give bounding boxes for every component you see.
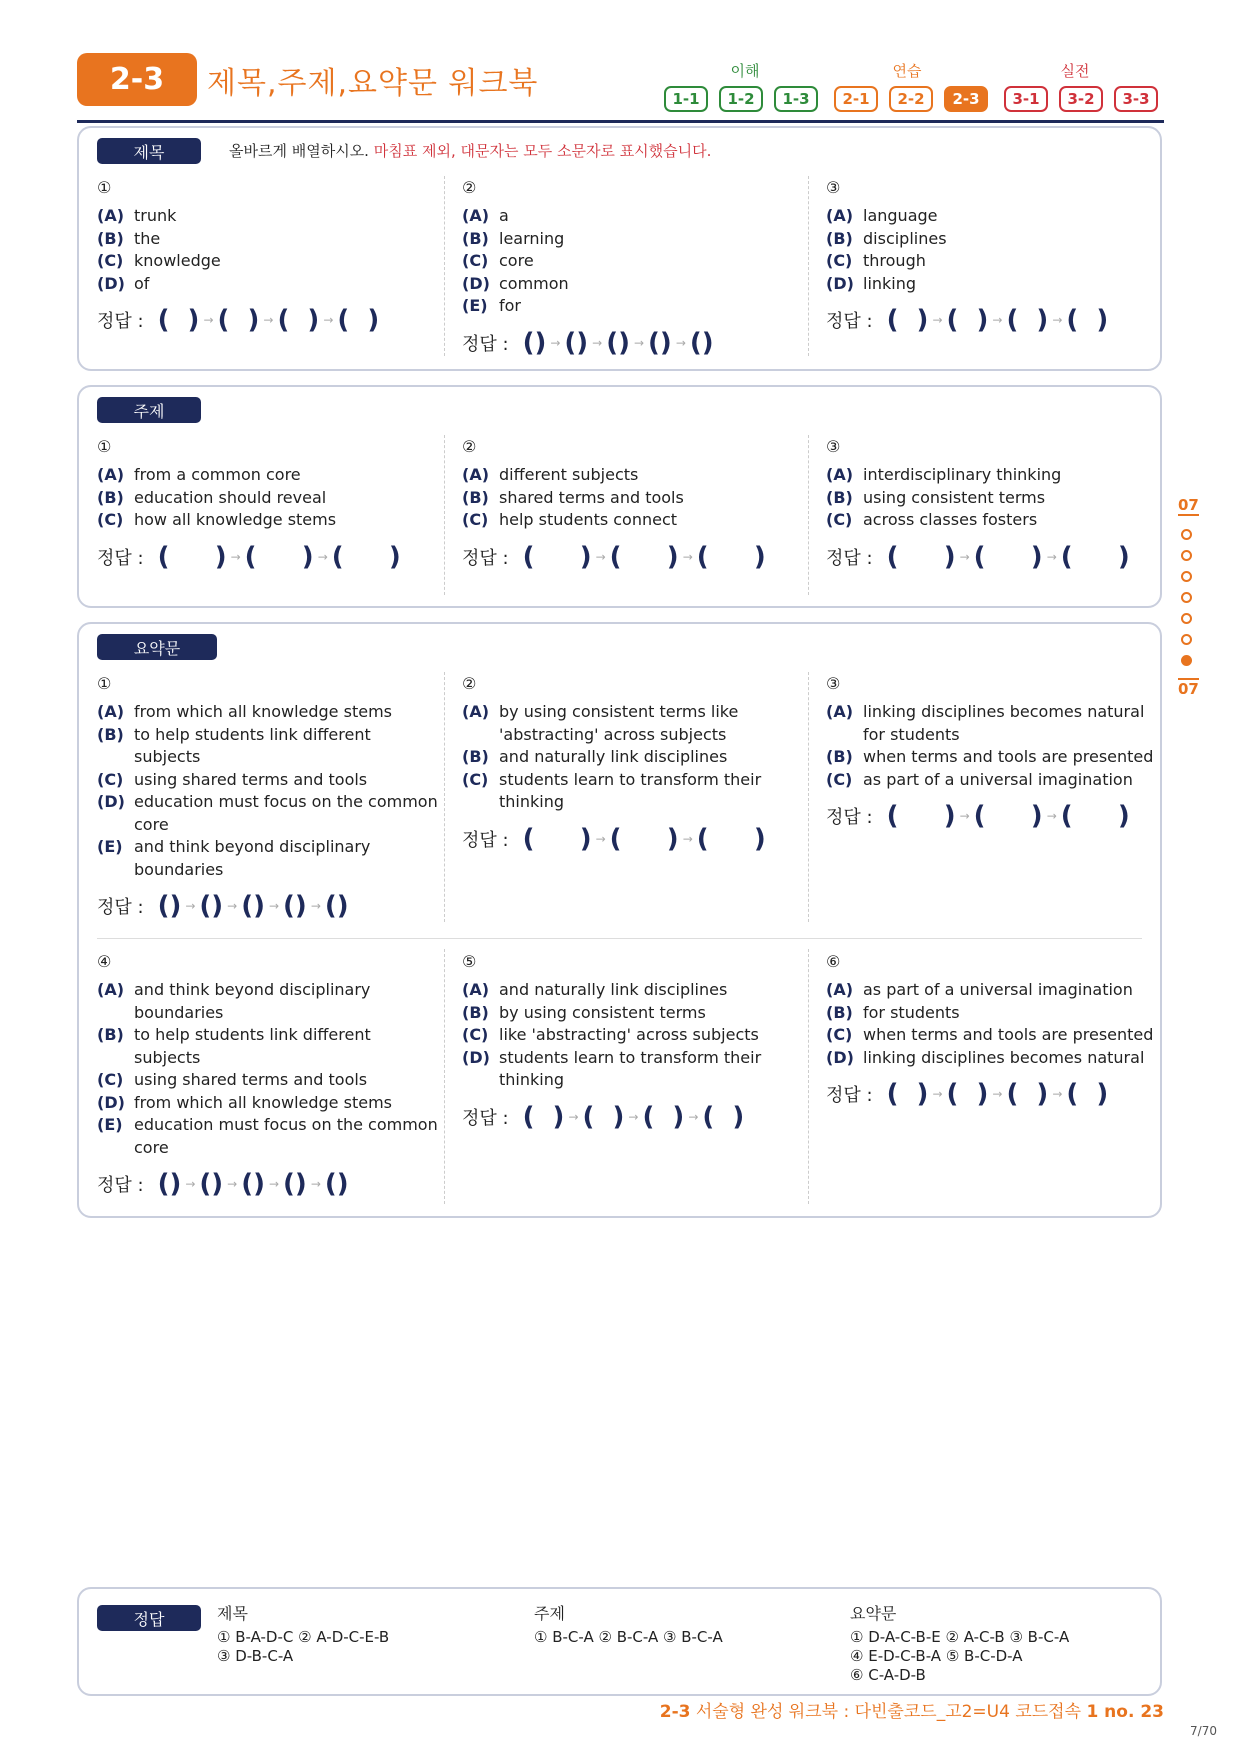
answer-blank[interactable]: ( )	[946, 305, 989, 335]
answer-blank[interactable]: ( )	[217, 305, 260, 335]
theme-question-1	[97, 437, 442, 572]
answer-key-line: ① B-C-A ② B-C-A ③ B-C-A	[534, 1628, 723, 1646]
option: (B) learning	[462, 228, 565, 248]
option: (A) different subjects	[462, 465, 639, 484]
answer-blank[interactable]: ()	[241, 1169, 265, 1199]
nav-button-3-1[interactable]: 3-1	[1004, 86, 1048, 112]
option: (C) using shared terms and tools	[97, 769, 368, 789]
answer-blank[interactable]: ( )	[609, 823, 679, 854]
answer-blank[interactable]: ( )	[886, 801, 956, 831]
footer-tail: 1 no. 23	[1086, 1702, 1164, 1722]
question-number: ③	[826, 674, 841, 693]
answer-blank[interactable]: ( )	[244, 541, 314, 572]
option: (B) the	[97, 228, 161, 248]
option: (C) as part of a universal imagination	[826, 769, 1133, 789]
answer-blank[interactable]: ()	[689, 327, 714, 358]
option: (E) education must focus on the common core	[97, 1115, 438, 1157]
answer-row[interactable]: 정답 : ( ) → ( ) → ( )	[97, 541, 401, 572]
answer-key-summary-head: 요약문	[850, 1604, 897, 1623]
answer-row[interactable]: 정답 : () → () → () → () → ()	[97, 1169, 349, 1199]
option: (C) when terms and tools are presented	[826, 1025, 1154, 1044]
answer-blank[interactable]: ( )	[1066, 305, 1109, 335]
row-divider	[97, 938, 1142, 939]
title-question-1	[97, 178, 442, 335]
option: (E) for	[462, 296, 521, 315]
answer-key-line: ① B-A-D-C ② A-D-C-E-B	[217, 1628, 390, 1646]
option: (A) and think beyond disciplinary boundaries	[97, 980, 371, 1022]
header-divider	[77, 120, 1164, 123]
summary-question-1	[97, 674, 442, 921]
footer	[660, 1697, 1164, 1722]
option: (B) and naturally link disciplines	[462, 747, 728, 766]
answer-row[interactable]: 정답 : () → () → () → () → ()	[462, 327, 714, 358]
nav-button-2-2[interactable]: 2-2	[889, 86, 933, 112]
option: (A) interdisciplinary thinking	[826, 465, 1062, 484]
nav-button-3-3[interactable]: 3-3	[1114, 86, 1158, 112]
column-divider	[808, 176, 809, 356]
instruction-note: 마침표 제외, 대문자는 모두 소문자로 표시했습니다.	[373, 142, 712, 160]
answer-blank[interactable]: ()	[522, 327, 547, 358]
option: (D) education must focus on the common core	[97, 792, 438, 834]
option: (C) help students connect	[462, 510, 678, 529]
answer-label: 정답 :	[97, 897, 144, 918]
question-number: ②	[462, 178, 477, 197]
answer-blank[interactable]: ()	[241, 891, 265, 921]
option: (A) linking disciplines becomes natural for students	[826, 702, 1145, 744]
answer-key-summary	[850, 1601, 1069, 1685]
summary-question-3	[826, 674, 1171, 831]
answer-blank[interactable]: ( )	[696, 823, 766, 854]
answer-blank[interactable]: ()	[157, 1169, 182, 1199]
answer-blank[interactable]: ( )	[522, 823, 592, 854]
answer-blank[interactable]: ( )	[609, 541, 679, 572]
option: (C) like 'abstracting' across subjects	[462, 1025, 759, 1044]
nav-group-label-practice: 연습	[892, 62, 922, 80]
column-divider	[808, 435, 809, 595]
option: (B) to help students link different subjects	[97, 1025, 371, 1067]
option: (B) to help students link different subjects	[97, 724, 371, 766]
option: (C) core	[462, 251, 534, 270]
section-tag-answer: 정답	[97, 1605, 201, 1631]
progress-dot	[1181, 634, 1192, 645]
section-tag-theme: 주제	[97, 397, 201, 423]
answer-blank[interactable]: ()	[199, 1169, 224, 1199]
option: (B) shared terms and tools	[462, 487, 684, 507]
progress-dot	[1181, 571, 1192, 582]
answer-blank[interactable]: ( )	[946, 1079, 989, 1109]
theme-question-3	[826, 437, 1171, 572]
answer-label: 정답 :	[826, 1085, 873, 1106]
answer-blank[interactable]: ( )	[1060, 801, 1130, 831]
answer-blank[interactable]: ( )	[886, 1079, 929, 1109]
column-divider	[444, 435, 445, 595]
option: (C) knowledge	[97, 251, 221, 270]
option: (A) from which all knowledge stems	[97, 702, 392, 721]
question-number: ①	[97, 674, 112, 693]
answer-blank[interactable]: ( )	[642, 1101, 685, 1132]
option: (A) as part of a universal imagination	[826, 980, 1133, 999]
nav-button-2-1[interactable]: 2-1	[834, 86, 878, 112]
answer-blank[interactable]: ()	[157, 891, 182, 921]
summary-question-4	[97, 952, 442, 1199]
answer-blank[interactable]: ( )	[522, 541, 592, 572]
question-number: ③	[826, 178, 841, 197]
footer-source: 다빈출코드_고2=U4 코드접속	[854, 1702, 1087, 1722]
option: (C) students learn to transform their thinking	[462, 769, 762, 811]
progress-dot	[1181, 592, 1192, 603]
nav-group-label-real: 실전	[1060, 62, 1090, 80]
answer-blank[interactable]: ( )	[582, 1101, 625, 1132]
answer-blank[interactable]: ( )	[157, 305, 200, 335]
option: (A) language	[826, 206, 938, 225]
answer-blank[interactable]: ( )	[522, 1101, 565, 1132]
answer-key-line: ⑥ C-A-D-B	[850, 1666, 926, 1684]
progress-dot	[1181, 550, 1192, 561]
progress-dot-current	[1181, 655, 1192, 666]
option: (B) when terms and tools are presented	[826, 747, 1154, 766]
instruction-text: 올바르게 배열하시오.	[229, 142, 369, 160]
answer-blank[interactable]: ( )	[702, 1101, 745, 1132]
answer-row[interactable]: 정답 : ( ) → ( ) → ( )	[462, 823, 766, 854]
answer-row[interactable]: 정답 : ( ) → ( ) → ( )	[826, 541, 1130, 572]
answer-label: 정답 :	[826, 547, 873, 569]
answer-blank[interactable]: ()	[199, 891, 224, 921]
answer-blank[interactable]: ()	[283, 1169, 307, 1199]
title-question-3	[826, 178, 1171, 335]
option: (D) linking disciplines becomes natural	[826, 1047, 1145, 1067]
answer-blank[interactable]: ()	[564, 327, 589, 358]
question-number: ③	[826, 437, 841, 456]
answer-blank[interactable]: ( )	[1006, 305, 1049, 335]
section-tag-title: 제목	[97, 138, 201, 164]
answer-label: 정답 :	[97, 547, 144, 569]
answer-blank[interactable]: ( )	[1066, 1079, 1109, 1109]
question-number: ④	[97, 952, 112, 971]
answer-blank[interactable]: ( )	[337, 305, 380, 335]
progress-dot	[1181, 529, 1192, 540]
answer-key-line: ④ E-D-C-B-A ⑤ B-C-D-A	[850, 1647, 1023, 1665]
summary-question-5	[462, 952, 807, 1132]
summary-question-6	[826, 952, 1171, 1109]
summary-section	[77, 622, 1162, 1218]
answer-row[interactable]: 정답 : () → () → () → () → ()	[97, 891, 349, 921]
answer-row[interactable]: 정답 : ( ) → ( ) → ( ) → ( )	[826, 305, 1109, 335]
answer-blank[interactable]: ( )	[157, 541, 227, 572]
footer-text: 서술형 완성 워크북 :	[690, 1702, 855, 1722]
answer-label: 정답 :	[826, 311, 873, 332]
answer-label: 정답 :	[462, 333, 509, 355]
option: (A) a	[462, 206, 509, 225]
answer-blank[interactable]: ()	[283, 891, 307, 921]
theme-question-2	[462, 437, 807, 572]
answer-row[interactable]: 정답 : ( ) → ( ) → ( ) → ( )	[97, 305, 380, 335]
answer-blank[interactable]: ( )	[886, 305, 929, 335]
option: (B) using consistent terms	[826, 487, 1046, 507]
question-number: ②	[462, 674, 477, 693]
nav-button-1-3[interactable]: 1-3	[774, 86, 818, 112]
option: (E) and think beyond disciplinary boundaries	[97, 837, 371, 879]
answer-blank[interactable]: ()	[648, 327, 672, 358]
answer-row[interactable]: 정답 : ( ) → ( ) → ( ) → ( )	[826, 1079, 1109, 1109]
page-number: 7/70	[1190, 1724, 1217, 1738]
question-number: ①	[97, 437, 112, 456]
nav-button-1-1[interactable]: 1-1	[664, 86, 708, 112]
answer-key-section	[77, 1587, 1162, 1696]
progress-top-number: 07	[1178, 496, 1199, 514]
answer-blank[interactable]: ( )	[973, 541, 1043, 572]
option: (B) by using consistent terms	[462, 1002, 706, 1022]
answer-blank[interactable]: ( )	[696, 541, 766, 572]
nav-button-1-2[interactable]: 1-2	[719, 86, 763, 112]
answer-label: 정답 :	[462, 547, 509, 569]
option: (C) through	[826, 251, 926, 270]
answer-label: 정답 :	[97, 311, 144, 332]
answer-row[interactable]: 정답 : ( ) → ( ) → ( )	[826, 801, 1130, 831]
option: (D) from which all knowledge stems	[97, 1092, 392, 1112]
question-number: ①	[97, 178, 112, 197]
option: (A) trunk	[97, 206, 177, 225]
option: (D) linking	[826, 273, 917, 293]
answer-label: 정답 :	[826, 807, 873, 828]
title-section	[77, 126, 1162, 371]
option: (C) how all knowledge stems	[97, 510, 337, 529]
question-number: ⑥	[826, 952, 841, 971]
answer-key-line: ① D-A-C-B-E ② A-C-B ③ B-C-A	[850, 1628, 1070, 1646]
answer-blank[interactable]: ()	[324, 891, 349, 921]
answer-label: 정답 :	[97, 1175, 144, 1196]
option: (D) students learn to transform their thinking	[462, 1047, 762, 1089]
option: (A) and naturally link disciplines	[462, 980, 728, 999]
progress-dot	[1181, 613, 1192, 624]
option: (D) of	[97, 273, 150, 293]
footer-level: 2-3	[659, 1702, 691, 1722]
answer-blank[interactable]: ( )	[1006, 1079, 1049, 1109]
answer-key-theme	[534, 1601, 723, 1647]
level-badge: 2-3	[77, 53, 197, 106]
option: (B) for students	[826, 1002, 960, 1022]
answer-key-title-head: 제목	[217, 1604, 248, 1623]
theme-section	[77, 385, 1162, 608]
nav-button-3-2[interactable]: 3-2	[1059, 86, 1103, 112]
answer-key-theme-head: 주제	[534, 1604, 565, 1623]
column-divider	[444, 672, 445, 922]
progress-bottom-number: 07	[1178, 680, 1199, 698]
option: (B) education should reveal	[97, 487, 327, 507]
answer-blank[interactable]: ( )	[277, 305, 320, 335]
column-divider	[444, 176, 445, 356]
column-divider	[808, 672, 809, 922]
option: (A) by using consistent terms like 'abstracting' across subjects	[462, 702, 739, 744]
nav-button-2-3[interactable]: 2-3	[944, 86, 988, 112]
title-question-2	[462, 178, 807, 358]
option: (C) using shared terms and tools	[97, 1070, 368, 1089]
answer-row[interactable]: 정답 : ( ) → ( ) → ( )	[462, 541, 766, 572]
column-divider	[808, 949, 809, 1204]
answer-key-line: ③ D-B-C-A	[217, 1647, 294, 1665]
option: (D) common	[462, 273, 569, 293]
option: (C) across classes fosters	[826, 510, 1038, 529]
answer-label: 정답 :	[462, 829, 509, 851]
column-divider	[444, 949, 445, 1204]
answer-blank[interactable]: ( )	[886, 541, 956, 572]
question-number: ②	[462, 437, 477, 456]
answer-key-title	[217, 1601, 389, 1666]
answer-blank[interactable]: ( )	[331, 541, 401, 572]
instruction	[229, 140, 711, 161]
option: (A) from a common core	[97, 465, 301, 484]
answer-blank[interactable]: ()	[606, 327, 630, 358]
page-title: 제목,주제,요약문 워크북	[207, 66, 539, 101]
nav-group-label-understand: 이해	[730, 62, 760, 80]
question-number: ⑤	[462, 952, 477, 971]
answer-blank[interactable]: ( )	[973, 801, 1043, 831]
answer-label: 정답 :	[462, 1107, 509, 1129]
answer-blank[interactable]: ( )	[1060, 541, 1130, 572]
answer-row[interactable]: 정답 : ( ) → ( ) → ( ) → ( )	[462, 1101, 745, 1132]
answer-blank[interactable]: ()	[324, 1169, 349, 1199]
summary-question-2	[462, 674, 807, 854]
option: (B) disciplines	[826, 228, 947, 248]
section-tag-summary: 요약문	[97, 634, 217, 660]
